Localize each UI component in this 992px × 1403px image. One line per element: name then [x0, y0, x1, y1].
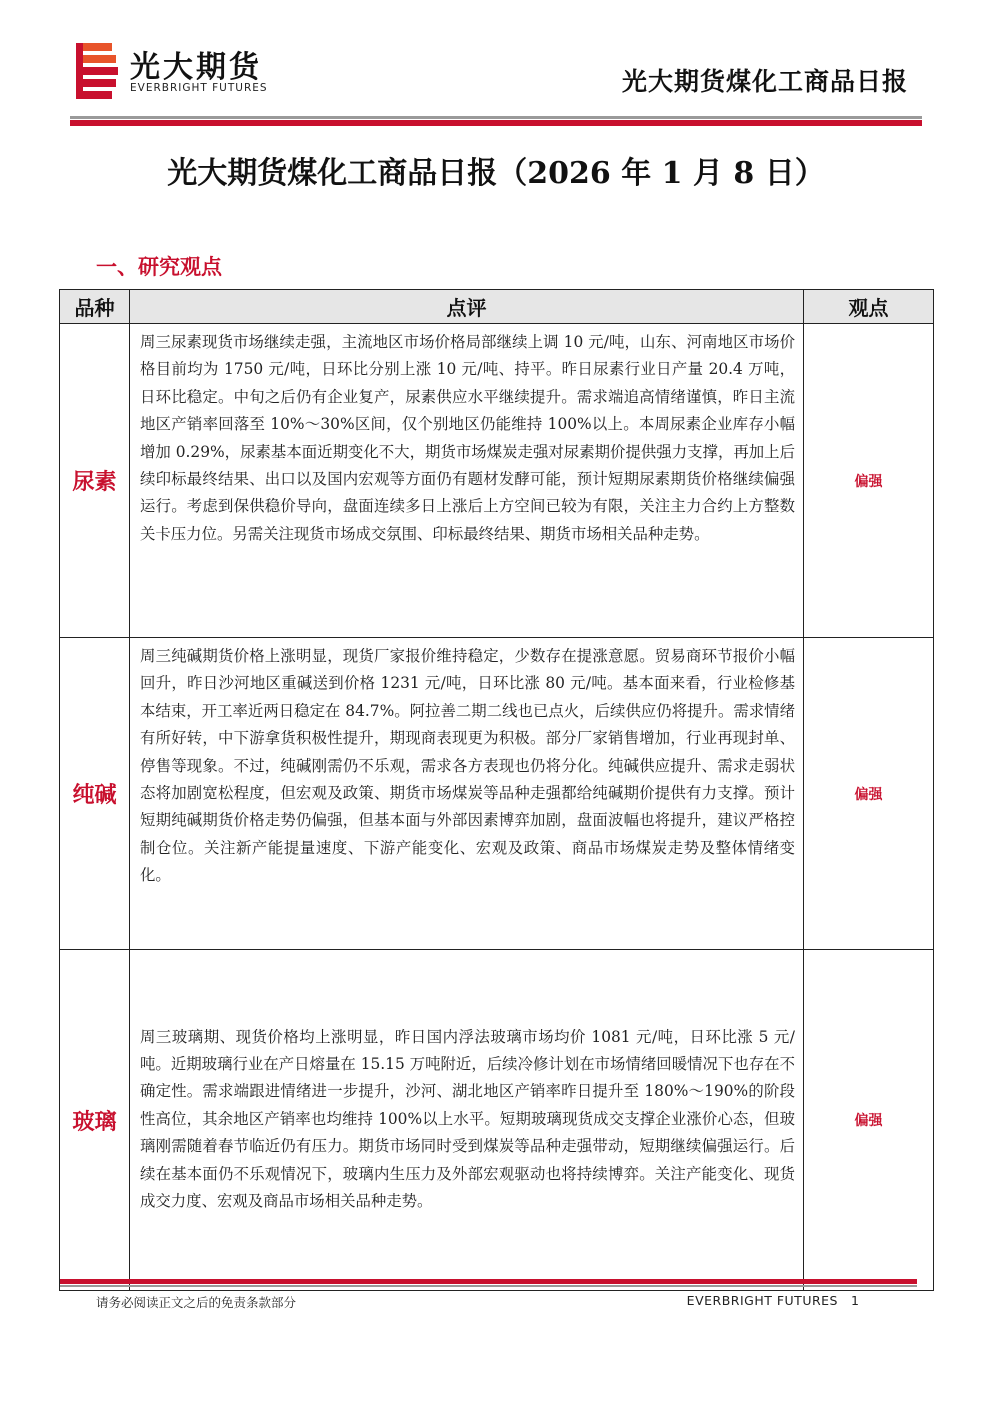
document-title: 光大期货煤化工商品日报（2026 年 1 月 8 日） — [167, 156, 825, 191]
header-report-name: 光大期货煤化工商品日报 — [621, 67, 908, 96]
table-row — [60, 638, 934, 950]
variety-name: 玻璃 — [60, 950, 130, 1291]
section-heading: 一、研究观点 — [96, 254, 222, 279]
table-row — [60, 324, 934, 638]
page-number: 1 — [851, 1293, 859, 1308]
table-row — [60, 950, 934, 1291]
footer-divider-gray — [60, 1285, 917, 1287]
everbright-logo-icon — [76, 43, 118, 99]
column-header-view: 观点 — [804, 290, 934, 324]
disclaimer-note: 请务必阅读正文之后的免责条款部分 — [96, 1295, 297, 1310]
header-divider-red — [70, 120, 922, 126]
outlook-view: 偏强 — [804, 324, 934, 638]
logo-text-en: EVERBRIGHT FUTURES — [130, 82, 268, 94]
outlook-view: 偏强 — [804, 950, 934, 1291]
commentary-text: 周三纯碱期货价格上涨明显，现货厂家报价维持稳定，少数存在提涨意愿。贸易商环节报价小幅回升，昨日沙河地区重碱送到价格 1231 元/吨，日环比涨 80 元/吨。基本面来看，行业检修基本结束，开工率近两日稳定在 84.7%。阿拉善二期二线也已点火，后续供应仍将提升。需求情绪有所好转，中下游拿货积极性提升，期现商表现更为积极。部分厂家销售增加，行业再现封单、停售等现象。不过，纯碱刚需仍不乐观，需求各方表现也仍将分化。纯碱供应提升、需求走弱状态将加剧宽松程度，但宏观及政策、期货市场煤炭等品种走强都给纯碱期价提供有力支撑。预计短期纯碱期货价格走势仍偏强，但基本面与外部因素博弈加剧，盘面波幅也将提升，建议严格控制仓位。关注新产能提量速度、下游产能变化、宏观及政策、商品市场煤炭走势及整体情绪变化。 — [130, 638, 804, 950]
outlook-view: 偏强 — [804, 638, 934, 950]
commodity-review-table — [59, 289, 934, 1291]
column-header-variety: 品种 — [60, 290, 130, 324]
column-header-comment: 点评 — [130, 290, 804, 324]
table-header-row — [60, 290, 934, 324]
commentary-text: 周三尿素现货市场继续走强，主流地区市场价格局部继续上调 10 元/吨，山东、河南地区市场价格目前均为 1750 元/吨，日环比分别上涨 10 元/吨、持平。昨日尿素行业日产量 20.4 万吨，日环比稳定。中旬之后仍有企业复产，尿素供应水平继续提升。需求端追高情绪谨慎，昨日主流地区产销率回落至 10%～30%区间，仅个别地区仍能维持 100%以上。本周尿素企业库存小幅增加 0.29%，尿素基本面近期变化不大，期货市场煤炭走强对尿素期价提供强力支撑，再加上后续印标最终结果、出口以及国内宏观等方面仍有题材发酵可能，预计短期尿素期货价格继续偏强运行。考虑到保供稳价导向，盘面连续多日上涨后上方空间已较为有限，关注主力合约上方整数关卡压力位。另需关注现货市场成交氛围、印标最终结果、期货市场相关品种走势。 — [130, 324, 804, 638]
footer-brand: EVERBRIGHT FUTURES — [686, 1293, 838, 1308]
logo-text-cn: 光大期货 — [130, 50, 262, 85]
variety-name: 尿素 — [60, 324, 130, 638]
header-divider-gray — [70, 116, 922, 119]
commentary-text: 周三玻璃期、现货价格均上涨明显，昨日国内浮法玻璃市场均价 1081 元/吨，日环比涨 5 元/吨。近期玻璃行业在产日熔量在 15.15 万吨附近，后续冷修计划在市场情绪回暖情况下也存在不确定性。需求端跟进情绪进一步提升，沙河、湖北地区产销率昨日提升至 180%～190%的阶段性高位，其余地区产销率也均维持 100%以上水平。短期玻璃现货成交支撑企业涨价心态，但玻璃刚需随着春节临近仍有压力。期货市场同时受到煤炭等品种走强带动，短期继续偏强运行。后续在基本面仍不乐观情况下，玻璃内生压力及外部宏观驱动也将持续博弈。关注产能变化、现货成交力度、宏观及商品市场相关品种走势。 — [130, 950, 804, 1291]
brand-logo — [76, 40, 296, 102]
variety-name: 纯碱 — [60, 638, 130, 950]
footer-divider-red — [60, 1279, 917, 1284]
